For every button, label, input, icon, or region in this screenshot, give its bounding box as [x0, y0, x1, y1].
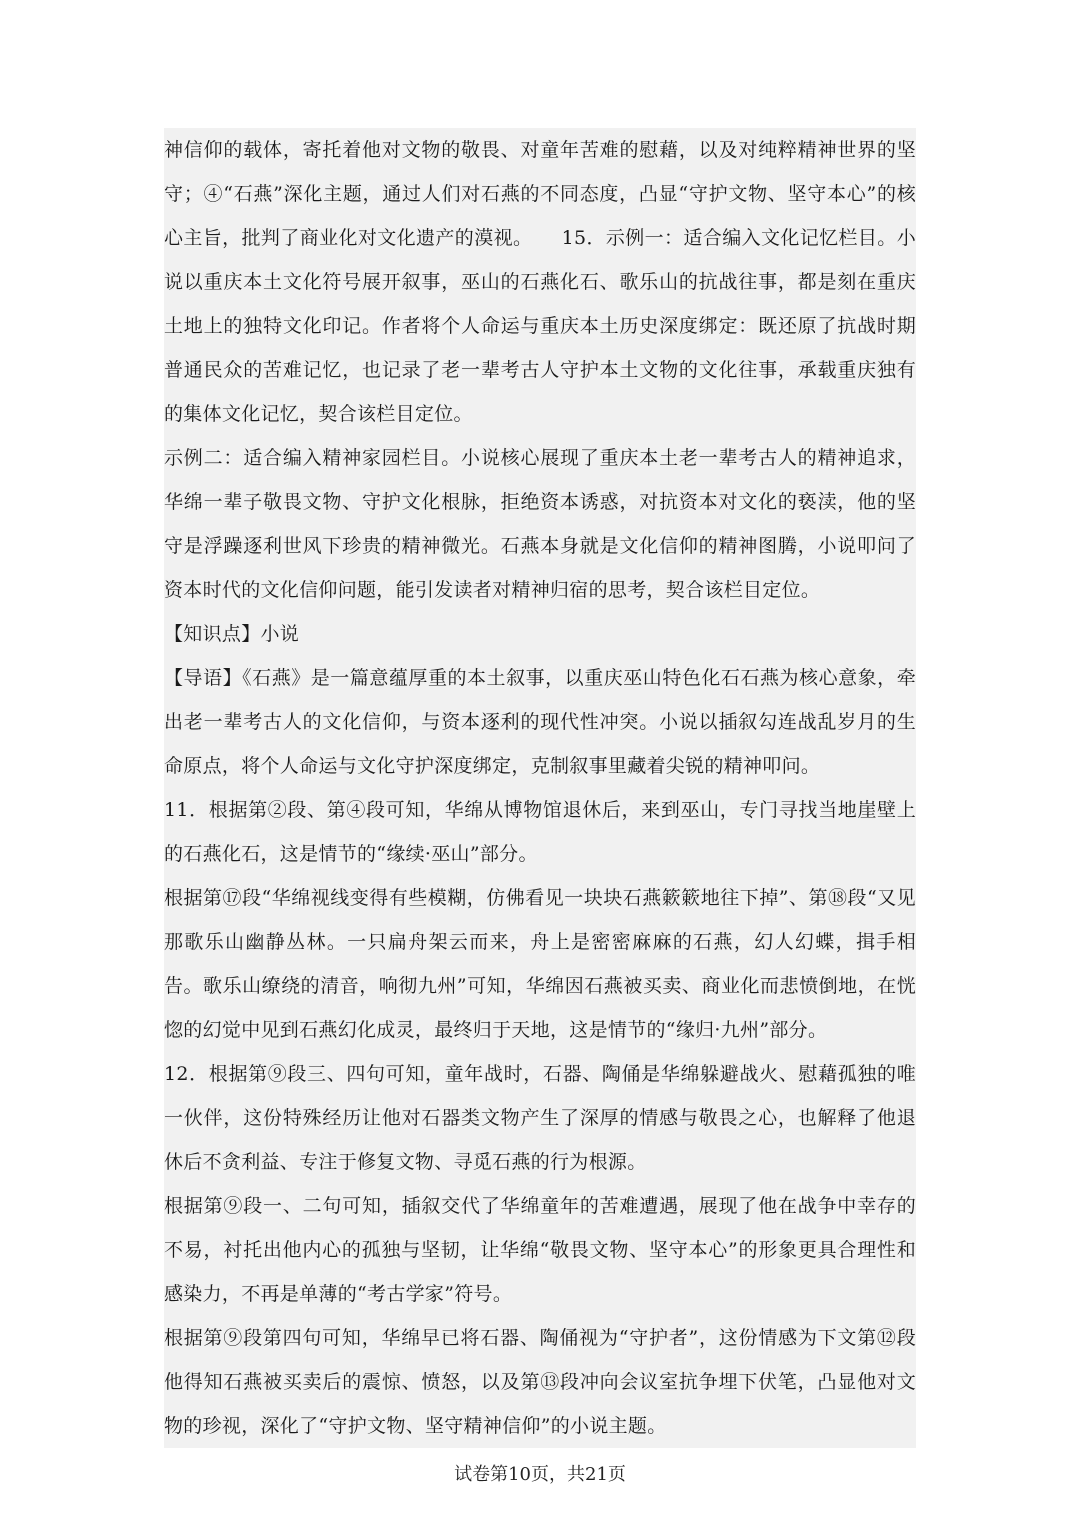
answer-11: 11．根据第②段、第④段可知，华绵从博物馆退休后，来到巫山，专门寻找当地崖壁上的石燕化石，这是情节的“缘续·巫山”部分。 — [164, 799, 916, 865]
paragraph: 根据第⑨段一、二句可知，插叙交代了华绵童年的苦难遭遇，展现了他在战争中幸存的不易，衬托出他内心的孤独与坚韧，让华绵“敬畏文物、坚守本心”的形象更具合理性和感染力，不再是单薄的“考古学家”符号。 — [164, 1195, 916, 1305]
page-footer: 试卷第10页，共21页 — [454, 1464, 626, 1485]
paragraph: 根据第⑰段“华绵视线变得有些模糊，仿佛看见一块块石燕簌簌地往下掉”、第⑱段“又见那歌乐山幽静丛林。一只扁舟架云而来，舟上是密密麻麻的石燕，幻人幻蝶，揖手相告。歌乐山缭绕的清音，响彻九州”可知，华绵因石燕被买卖、商业化而悲愤倒地，在恍惚的幻觉中见到石燕幻化成灵，最终归于天地，这是情节的“缘归·九州”部分。 — [164, 887, 916, 1041]
answer-text-block — [164, 128, 916, 1448]
knowledge-point: 【知识点】小说 — [164, 623, 300, 645]
intro-paragraph: 【导语】《石燕》是一篇意蕴厚重的本土叙事，以重庆巫山特色化石石燕为核心意象，牵出老一辈考古人的文化信仰，与资本逐利的现代性冲突。小说以插叙勾连战乱岁月的生命原点，将个人命运与文化守护深度绑定，克制叙事里藏着尖锐的精神叩问。 — [164, 667, 916, 777]
paragraph: 示例二：适合编入精神家园栏目。小说核心展现了重庆本土老一辈考古人的精神追求，华绵一辈子敬畏文物、守护文化根脉，拒绝资本诱惑，对抗资本对文化的亵渎，他的坚守是浮躁逐利世风下珍贵的精神微光。石燕本身就是文化信仰的精神图腾，小说叩问了资本时代的文化信仰问题，能引发读者对精神归宿的思考，契合该栏目定位。 — [164, 447, 916, 601]
paragraph: 根据第⑨段第四句可知，华绵早已将石器、陶俑视为“守护者”，这份情感为下文第⑫段他得知石燕被买卖后的震惊、愤怒，以及第⑬段冲向会议室抗争埋下伏笔，凸显他对文物的珍视，深化了“守护文物、坚守精神信仰”的小说主题。 — [164, 1327, 916, 1437]
answer-12: 12．根据第⑨段三、四句可知，童年战时，石器、陶俑是华绵躲避战火、慰藉孤独的唯一伙伴，这份特殊经历让他对石器类文物产生了深厚的情感与敬畏之心，也解释了他退休后不贪利益、专注于修复文物、寻觅石燕的行为根源。 — [164, 1063, 916, 1173]
paragraph: 神信仰的载体，寄托着他对文物的敬畏、对童年苦难的慰藉，以及对纯粹精神世界的坚守；④“石燕”深化主题，通过人们对石燕的不同态度，凸显“守护文物、坚守本心”的核心主旨，批判了商业化对文化遗产的漠视。 15．示例一：适合编入文化记忆栏目。小说以重庆本土文化符号展开叙事，巫山的石燕化石、歌乐山的抗战往事，都是刻在重庆土地上的独特文化印记。作者将个人命运与重庆本土历史深度绑定：既还原了抗战时期普通民众的苦难记忆，也记录了老一辈考古人守护本土文物的文化往事，承载重庆独有的集体文化记忆，契合该栏目定位。 — [164, 139, 916, 425]
